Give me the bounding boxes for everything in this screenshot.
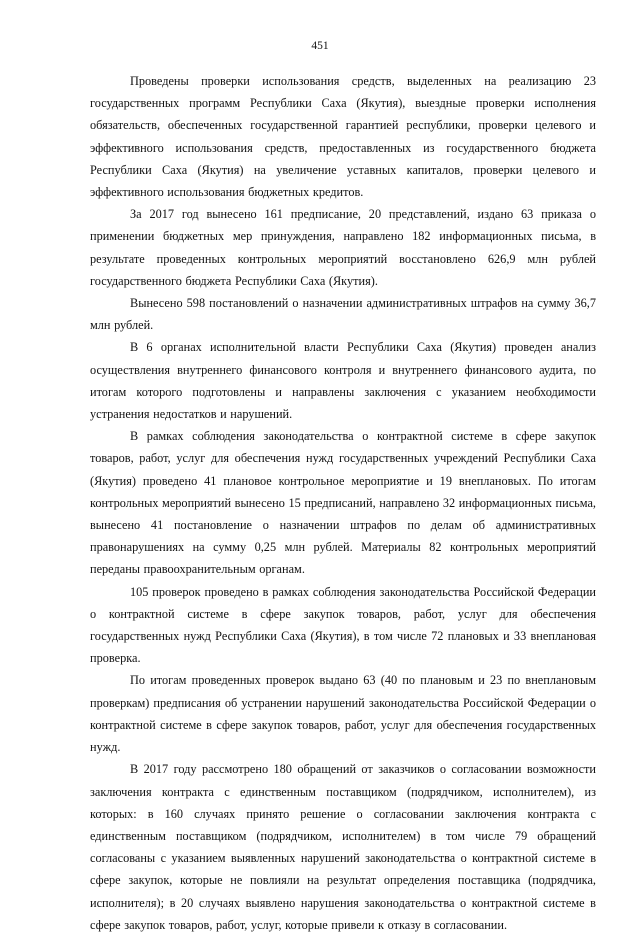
paragraph-2017-orders: За 2017 год вынесено 161 предписание, 20 представлений, издано 63 приказа о применении бюджетных мер принуждения, направлено 182 информационных письма, в результате проведенных контрольных мероприятий восстановлено 626,9 млн рублей государственного бюджета Республики Саха (Якутия). <box>90 207 596 288</box>
body-text <box>90 70 596 936</box>
page-number: 451 <box>311 40 329 52</box>
paragraph-programs-checks: Проведены проверки использования средств, выделенных на реализацию 23 государственных программ Республики Саха (Якутия), выездные проверки исполнения обязательств, обеспеченных государственной гарантией республики, проверки целевого и эффективного использования средств, предоставленных из государственного бюджета Республики Саха (Якутия) на увеличение уставных капиталов, проверки целевого и эффективного использования бюджетных кредитов. <box>90 74 596 200</box>
paragraph-prescriptions: По итогам проведенных проверок выдано 63 (40 по плановым и 23 по внеплановым проверкам) предписания об устранении нарушений законодательства Российской Федерации о контрактной системе в сфере закупок товаров, работ, услуг для обеспечения государственных нужд. <box>90 673 596 755</box>
paragraph-single-supplier-requests: В 2017 году рассмотрено 180 обращений от заказчиков о согласовании возможности заключения контракта с единственным поставщиком (подрядчиком, исполнителем), из которых: в 160 случаях принято решение о согласовании заключения контракта с единственным поставщиком (подрядчиком, исполнителем) в том числе 79 обращений согласованы с указанием выявленных нарушений законодательства о контрактной системе в сфере закупок, которые не повлияли на результат определения поставщика (подрядчика, исполнителя); в 20 случаях выявлено нарушения законодательства о контрактной системе в сфере закупок товаров, работ, услуг, которые привели к отказу в согласовании. <box>90 762 596 932</box>
paragraph-fines: Вынесено 598 постановлений о назначении административных штрафов на сумму 36,7 млн рублей. <box>90 296 596 333</box>
paragraph-contract-system-institutions: В рамках соблюдения законодательства о контрактной системе в сфере закупок товаров, работ, услуг для обеспечения нужд государственных учреждений Республики Саха (Якутия) проведено 41 плановое контрольное мероприятие и 19 внеплановых. По итогам контрольных мероприятий вынесено 15 предписаний, направлено 32 информационных письма, вынесено 41 постановление о назначении штрафов по делам об административных правонарушениях на сумму 0,25 млн рублей. Материалы 82 контрольных мероприятий переданы правоохранительным органам. <box>90 429 596 577</box>
paragraph-105-checks: 105 проверок проведено в рамках соблюдения законодательства Российской Федерации о контрактной системе в сфере закупок товаров, работ, услуг для обеспечения государственных нужд Республики Саха (Якутия), в том числе 72 плановых и 33 внеплановая проверка. <box>90 584 596 666</box>
paragraph-internal-control: В 6 органах исполнительной власти Республики Саха (Якутия) проведен анализ осуществления внутреннего финансового контроля и внутреннего финансового аудита, по итогам которого подготовлены и направлены заключения с указанием необходимости устранения недостатков и нарушений. <box>90 340 596 422</box>
